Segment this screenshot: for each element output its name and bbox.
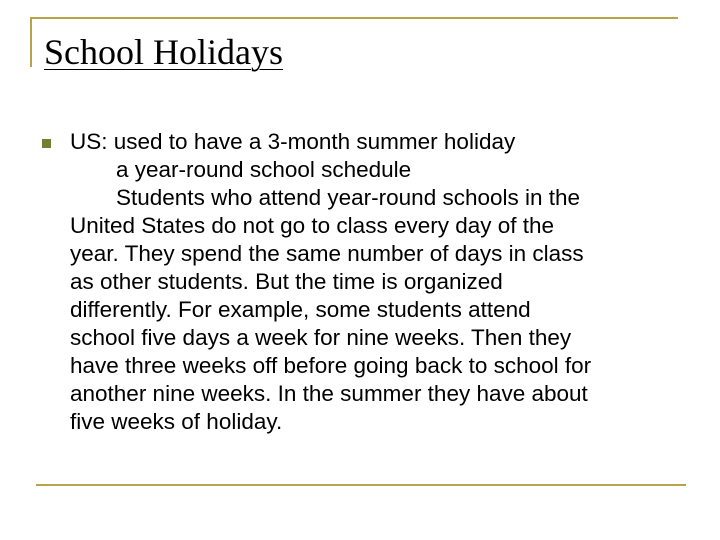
bullet-text: [70, 128, 685, 436]
bullet-line: as other students. But the time is organized: [70, 269, 503, 294]
bullet-line: a year-round school schedule: [116, 157, 412, 182]
bullet-line: have three weeks off before going back to school for: [70, 353, 592, 378]
bullet-line: another nine weeks. In the summer they have about: [70, 381, 588, 406]
frame-top-line: [30, 17, 678, 19]
bullet-line: differently. For example, some students attend: [70, 297, 531, 322]
square-bullet-icon: [42, 139, 51, 148]
bullet-line: US: used to have a 3-month summer holiday: [70, 129, 516, 154]
frame-bottom-line: [36, 484, 686, 486]
bullet-line: United States do not go to class every day of the: [70, 213, 555, 238]
bullet-line: Students who attend year-round schools in the: [116, 185, 581, 210]
slide-title: School Holidays: [44, 32, 283, 72]
bullet-line: five weeks of holiday.: [70, 409, 283, 434]
bullet-line: school five days a week for nine weeks. Then they: [70, 325, 572, 350]
bullet-line: year. They spend the same number of days in class: [70, 241, 584, 266]
frame-left-line: [30, 17, 32, 67]
